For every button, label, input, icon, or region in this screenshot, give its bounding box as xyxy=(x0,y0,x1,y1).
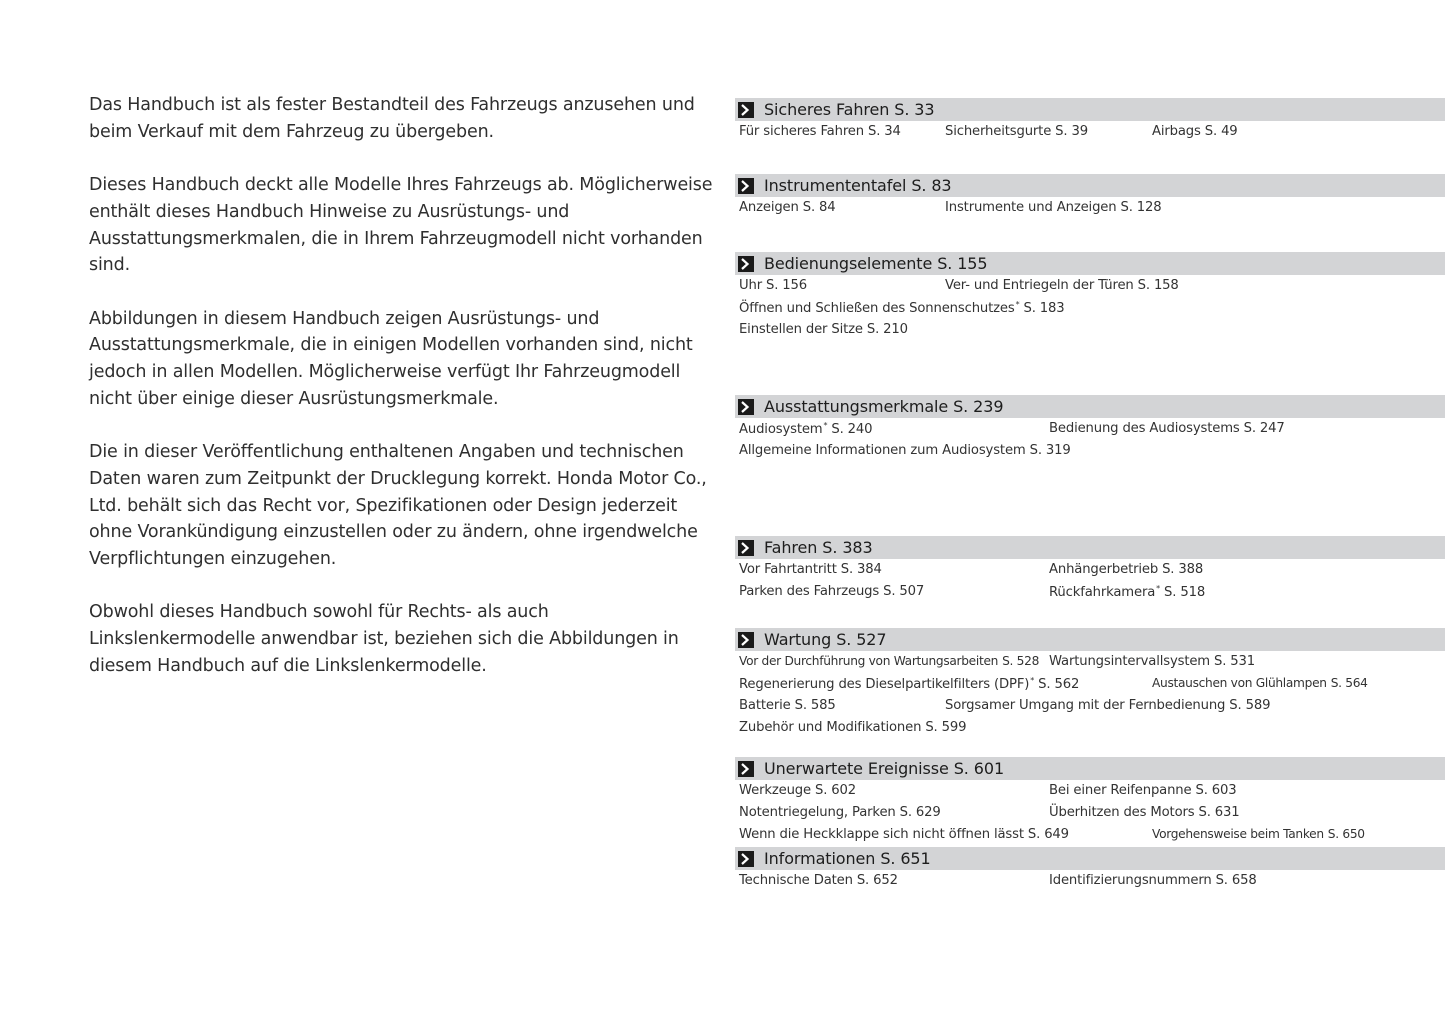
toc-entry-text: Für sicheres Fahren xyxy=(739,124,864,139)
toc-entry-text: Austauschen von Glühlampen xyxy=(1152,676,1327,690)
toc-entry-text: Technische Daten xyxy=(739,873,853,888)
toc-entry[interactable] xyxy=(739,200,836,215)
toc-entry-text: Uhr xyxy=(739,278,762,293)
intro-paragraph-2: Dieses Handbuch deckt alle Modelle Ihres Fahrzeugs ab. Möglicherweise enthält dieses Handbuch Hinweise zu Ausrüstungs- und Ausstattungsmerkmalen, die in Ihrem Fahrzeugmodell nicht vorhanden sind. xyxy=(89,175,713,276)
toc-section xyxy=(735,395,1445,458)
toc-entry-text: Einstellen der Sitze xyxy=(739,322,863,337)
toc-section-title: Wartung xyxy=(764,630,832,649)
toc-entry-page: S. 49 xyxy=(1204,124,1238,139)
toc-entry-text: Sorgsamer Umgang mit der Fernbedienung xyxy=(945,698,1226,713)
toc-entry[interactable] xyxy=(1049,654,1255,669)
toc-entry[interactable] xyxy=(1152,124,1238,139)
toc-entry-text: Ver- und Entriegeln der Türen xyxy=(945,278,1134,293)
intro-paragraph-3: Abbildungen in diesem Handbuch zeigen Ausrüstungs- und Ausstattungsmerkmale, die in einigen Modellen vorhanden sind, nicht jedoch in allen Modellen. Möglicherweise verfügt Ihr Fahrzeugmodell nicht über einige dieser Ausrüstungsmerkmale. xyxy=(89,308,693,409)
toc-entry-text: Sicherheitsgurte xyxy=(945,124,1052,139)
table-of-contents xyxy=(735,0,1445,1019)
toc-entry[interactable] xyxy=(739,421,872,437)
toc-section xyxy=(735,757,1445,842)
toc-entry[interactable] xyxy=(739,443,1071,458)
toc-section xyxy=(735,536,1445,600)
toc-entry-page: S. 658 xyxy=(1215,873,1257,888)
toc-entry-text: Wartungsintervallsystem xyxy=(1049,654,1210,669)
toc-section-header[interactable] xyxy=(735,174,1445,197)
toc-entry[interactable] xyxy=(1152,676,1368,690)
intro-paragraph-4: Die in dieser Veröffentlichung enthaltenen Angaben und technischen Daten waren zum Zeitpunkt der Drucklegung korrekt. Honda Motor Co., Ltd. behält sich das Recht vor, Spezifikationen oder Design jederzeit ohne Vorankündigung einzustellen oder zu ändern, ohne irgendwelche Verpflichtungen einzugehen. xyxy=(89,442,707,569)
toc-entry-text: Vorgehensweise beim Tanken xyxy=(1152,827,1324,841)
toc-entry[interactable] xyxy=(739,300,1065,316)
toc-entry-page: S. 528 xyxy=(1002,654,1040,668)
arrow-right-icon xyxy=(738,256,754,272)
toc-section-header[interactable] xyxy=(735,847,1445,870)
toc-entry-text: Regenerierung des Dieselpartikelfilters (DPF) xyxy=(739,677,1030,692)
arrow-right-icon xyxy=(738,540,754,556)
intro-paragraph-1: Das Handbuch ist als fester Bestandteil des Fahrzeugs anzusehen und beim Verkauf mit dem Fahrzeug zu übergeben. xyxy=(89,95,695,142)
toc-entry[interactable] xyxy=(739,720,966,735)
toc-entry-page: S. 319 xyxy=(1029,443,1071,458)
toc-entry-text: Rückfahrkamera xyxy=(1049,585,1156,600)
toc-entry-page: S. 84 xyxy=(802,200,836,215)
toc-entry[interactable] xyxy=(739,698,836,713)
toc-entry[interactable] xyxy=(739,584,924,599)
toc-section-title: Bedienungselemente xyxy=(764,254,933,273)
toc-entry-page: S. 562 xyxy=(1038,677,1080,692)
toc-section-page: S. 527 xyxy=(836,630,887,649)
arrow-right-icon xyxy=(738,102,754,118)
toc-section-page: S. 33 xyxy=(894,100,935,119)
toc-section-page: S. 83 xyxy=(911,176,952,195)
model-variant-marker: * xyxy=(823,421,828,430)
toc-section-header[interactable] xyxy=(735,98,1445,121)
toc-entry-page: S. 649 xyxy=(1027,827,1069,842)
toc-entry-text: Öffnen und Schließen des Sonnenschutzes xyxy=(739,301,1015,316)
arrow-right-icon xyxy=(738,399,754,415)
toc-entry-text: Batterie xyxy=(739,698,791,713)
toc-entry[interactable] xyxy=(1049,873,1257,888)
toc-entry[interactable] xyxy=(739,827,1069,842)
toc-section xyxy=(735,628,1445,735)
toc-section-page: S. 651 xyxy=(880,849,931,868)
toc-entry-page: S. 629 xyxy=(899,805,941,820)
toc-entry-page: S. 128 xyxy=(1120,200,1162,215)
toc-entry[interactable] xyxy=(739,654,1039,668)
toc-entry-text: Vor Fahrtantritt xyxy=(739,562,837,577)
toc-section-header[interactable] xyxy=(735,757,1445,780)
toc-entry-text: Zubehör und Modifikationen xyxy=(739,720,922,735)
toc-entry[interactable] xyxy=(739,322,908,337)
toc-section-title: Instrumententafel xyxy=(764,176,907,195)
arrow-right-icon xyxy=(738,632,754,648)
toc-entry-page: S. 183 xyxy=(1023,301,1065,316)
model-variant-marker: * xyxy=(1156,584,1161,593)
toc-entry-text: Werkzeuge xyxy=(739,783,811,798)
toc-entry-page: S. 631 xyxy=(1198,805,1240,820)
toc-entry-page: S. 388 xyxy=(1162,562,1204,577)
toc-entry-page: S. 240 xyxy=(831,422,873,437)
toc-entry-text: Notentriegelung, Parken xyxy=(739,805,896,820)
toc-entry[interactable] xyxy=(1049,562,1203,577)
toc-entry-page: S. 599 xyxy=(925,720,967,735)
toc-entry-text: Bei einer Reifenpanne xyxy=(1049,783,1192,798)
arrow-right-icon xyxy=(738,851,754,867)
toc-entry-page: S. 650 xyxy=(1327,827,1365,841)
arrow-right-icon xyxy=(738,761,754,777)
toc-entry-page: S. 507 xyxy=(883,584,925,599)
toc-entry-text: Airbags xyxy=(1152,124,1201,139)
toc-entry-page: S. 210 xyxy=(866,322,908,337)
toc-entry[interactable] xyxy=(1049,805,1240,820)
toc-entry-text: Anzeigen xyxy=(739,200,799,215)
toc-entry-text: Parken des Fahrzeugs xyxy=(739,584,880,599)
intro-text xyxy=(89,92,719,706)
toc-entry-text: Audiosystem xyxy=(739,422,823,437)
toc-entry-text: Instrumente und Anzeigen xyxy=(945,200,1117,215)
toc-section-title: Unerwartete Ereignisse xyxy=(764,759,949,778)
toc-entry-page: S. 156 xyxy=(765,278,808,293)
model-variant-marker: * xyxy=(1030,676,1035,685)
toc-entry-page: S. 518 xyxy=(1164,585,1206,600)
toc-entry-page: S. 602 xyxy=(814,783,856,798)
toc-section-header[interactable] xyxy=(735,628,1445,651)
toc-entry[interactable] xyxy=(739,278,807,293)
toc-entry[interactable] xyxy=(945,698,1270,713)
toc-entry-text: Identifizierungsnummern xyxy=(1049,873,1212,888)
toc-section-header[interactable] xyxy=(735,536,1445,559)
toc-entry-page: S. 603 xyxy=(1195,783,1237,798)
toc-entry[interactable] xyxy=(945,278,1179,293)
toc-entry-page: S. 589 xyxy=(1229,698,1271,713)
toc-entry-page: S. 34 xyxy=(867,124,901,139)
toc-entry[interactable] xyxy=(739,783,856,798)
toc-section xyxy=(735,252,1445,337)
toc-entry-text: Wenn die Heckklappe sich nicht öffnen lässt xyxy=(739,827,1024,842)
toc-entry-page: S. 158 xyxy=(1137,278,1179,293)
arrow-right-icon xyxy=(738,178,754,194)
toc-entry-text: Anhängerbetrieb xyxy=(1049,562,1159,577)
toc-entry[interactable] xyxy=(739,676,1079,692)
toc-entry-text: Allgemeine Informationen zum Audiosystem xyxy=(739,443,1026,458)
toc-entry-page: S. 564 xyxy=(1330,676,1368,690)
toc-entry[interactable] xyxy=(1049,584,1205,600)
toc-entry[interactable] xyxy=(945,124,1088,139)
toc-entry[interactable] xyxy=(739,124,901,139)
toc-entry[interactable] xyxy=(739,805,941,820)
toc-section xyxy=(735,174,1445,215)
toc-entry-page: S. 384 xyxy=(840,562,882,577)
toc-section-title: Sicheres Fahren xyxy=(764,100,890,119)
toc-section-title: Informationen xyxy=(764,849,876,868)
toc-section-page: S. 601 xyxy=(953,759,1005,778)
toc-entry[interactable] xyxy=(945,200,1162,215)
toc-section-header[interactable] xyxy=(735,252,1445,275)
toc-section-header[interactable] xyxy=(735,395,1445,418)
toc-entry-page: S. 531 xyxy=(1214,654,1256,669)
toc-entry[interactable] xyxy=(1049,421,1285,436)
toc-entry-page: S. 247 xyxy=(1243,421,1285,436)
toc-entry-page: S. 585 xyxy=(794,698,836,713)
toc-entry-text: Überhitzen des Motors xyxy=(1049,805,1195,820)
toc-entry[interactable] xyxy=(1152,827,1365,841)
toc-section xyxy=(735,847,1445,888)
toc-entry[interactable] xyxy=(739,873,898,888)
toc-entry-text: Bedienung des Audiosystems xyxy=(1049,421,1240,436)
toc-section-title: Fahren xyxy=(764,538,818,557)
toc-entry-page: S. 39 xyxy=(1055,124,1088,139)
toc-entry-page: S. 652 xyxy=(856,873,898,888)
intro-paragraph-5: Obwohl dieses Handbuch sowohl für Rechts- als auch Linkslenkermodelle anwendbar ist, beziehen sich die Abbildungen in diesem Handbuch auf die Linkslenkermodelle. xyxy=(89,602,679,676)
toc-section-page: S. 155 xyxy=(937,254,988,273)
toc-section-title: Ausstattungsmerkmale xyxy=(764,397,949,416)
model-variant-marker: * xyxy=(1015,300,1020,309)
toc-section-page: S. 383 xyxy=(822,538,873,557)
toc-section-page: S. 239 xyxy=(953,397,1004,416)
toc-entry-text: Vor der Durchführung von Wartungsarbeiten xyxy=(739,654,999,668)
toc-entry[interactable] xyxy=(739,562,882,577)
toc-entry[interactable] xyxy=(1049,783,1237,798)
toc-section xyxy=(735,98,1445,139)
